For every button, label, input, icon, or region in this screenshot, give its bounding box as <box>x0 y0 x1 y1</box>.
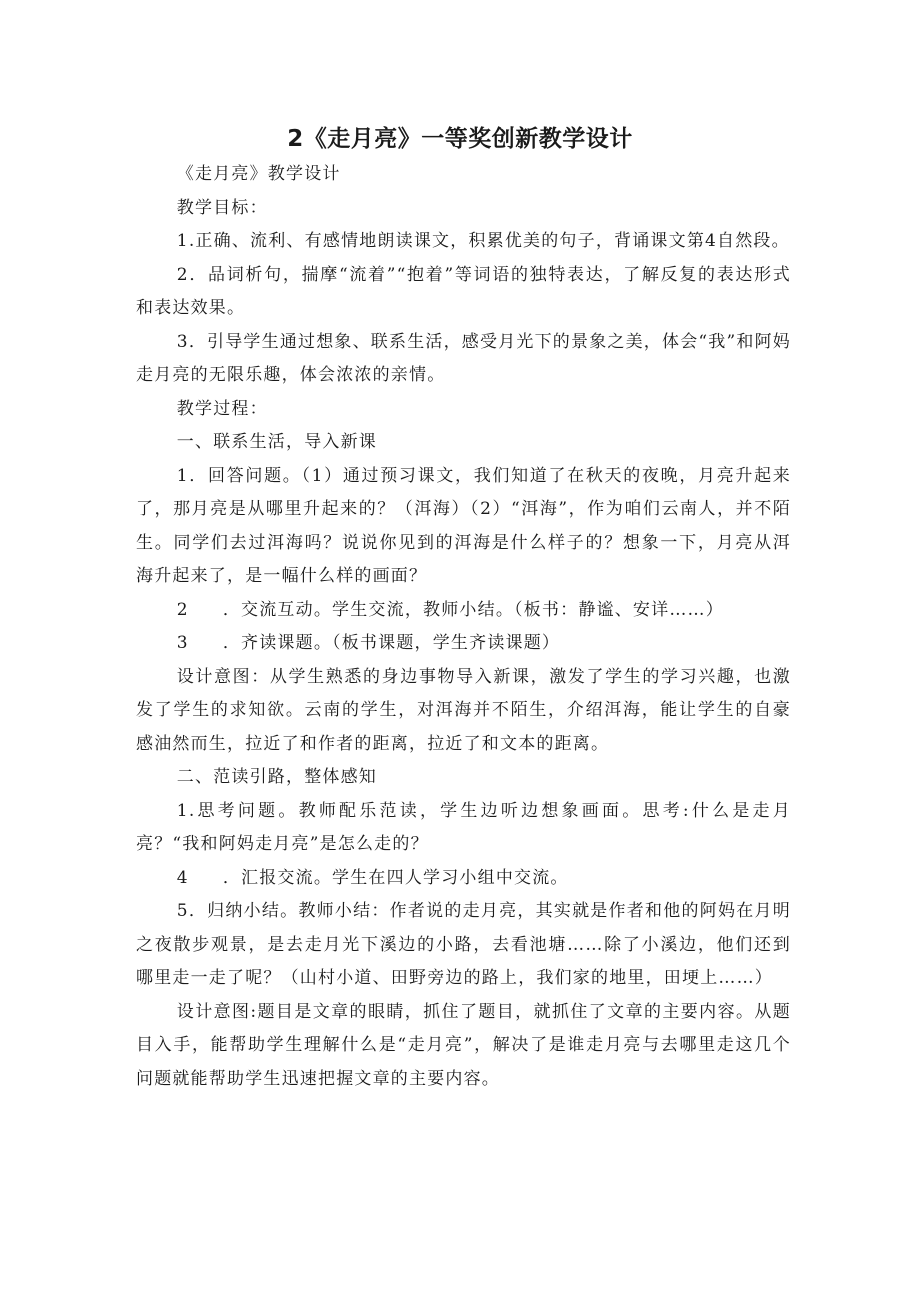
goal-2: 2．品词析句，揣摩“流着”“抱着”等词语的独特表达，了解反复的表达形式和表达效果。 <box>136 264 791 318</box>
item-text: ．齐读课题。（板书课题，学生齐读课题） <box>222 633 561 653</box>
step-heading-2: 二、范读引路，整体感知 <box>176 767 377 787</box>
section-heading-process: 教学过程： <box>176 398 268 419</box>
step-heading-1: 一、联系生活，导入新课 <box>176 432 377 452</box>
document-title: 2《走月亮》一等奖创新教学设计 <box>287 126 633 152</box>
item-text: ．交流互动。学生交流，教师小结。（板书：静谧、安详……） <box>222 599 724 620</box>
item-number: 2 <box>176 599 189 620</box>
section-heading-goals: 教学目标： <box>176 197 268 218</box>
design-intent-2: 设计意图:题目是文章的眼睛，抓住了题目，就抓住了文章的主要内容。从题目入手，能帮助学生理解什么是“走月亮”，解决了是谁走月亮与去哪里走这几个问题就能帮助学生迅速把握文章的主要内容。 <box>136 1001 791 1089</box>
subtitle: 《走月亮》教学设计 <box>176 164 341 184</box>
goal-1: 1.正确、流利、有感情地朗读课文，积累优美的句子，背诵课文第4自然段。 <box>176 231 790 251</box>
step-2-3: 5．归纳小结。教师小结：作者说的走月亮，其实就是作者和他的阿妈在月明之夜散步观景，是去走月光下溪边的小路，去看池塘……除了小溪边，他们还到哪里走一走了呢？（山村小道、田野旁边的路上，我们家的地里，田埂上……） <box>136 901 791 988</box>
step-2-1: 1.思考问题。教师配乐范读，学生边听边想象画面。思考:什么是走月亮？“我和阿妈走月亮”是怎么走的？ <box>136 800 791 854</box>
item-text: ．汇报交流。学生在四人学习小组中交流。 <box>222 867 569 888</box>
step-1-1: 1．回答问题。（1）通过预习课文，我们知道了在秋天的夜晚，月亮升起来了，那月亮是从哪里升起来的？（洱海）（2）“洱海”，作为咱们云南人，并不陌生。同学们去过洱海吗？说说你见到的洱海是什么样子的？想象一下，月亮从洱海升起来了，是一幅什么样的画面？ <box>136 465 791 586</box>
item-number: 4 <box>176 867 189 888</box>
step-2-2 <box>136 862 791 896</box>
step-1-2 <box>136 594 791 628</box>
document-body <box>136 158 791 1096</box>
step-1-3 <box>136 627 791 661</box>
design-intent-1: 设计意图：从学生熟悉的身边事物导入新课，激发了学生的学习兴趣，也激发了学生的求知欲。云南的学生，对洱海并不陌生，介绍洱海，能让学生的自豪感油然而生，拉近了和作者的距离，拉近了和文本的距离。 <box>136 666 791 754</box>
item-number: 3 <box>176 633 189 653</box>
goal-3: 3．引导学生通过想象、联系生活，感受月光下的景象之美，体会“我”和阿妈走月亮的无限乐趣，体会浓浓的亲情。 <box>136 331 791 385</box>
